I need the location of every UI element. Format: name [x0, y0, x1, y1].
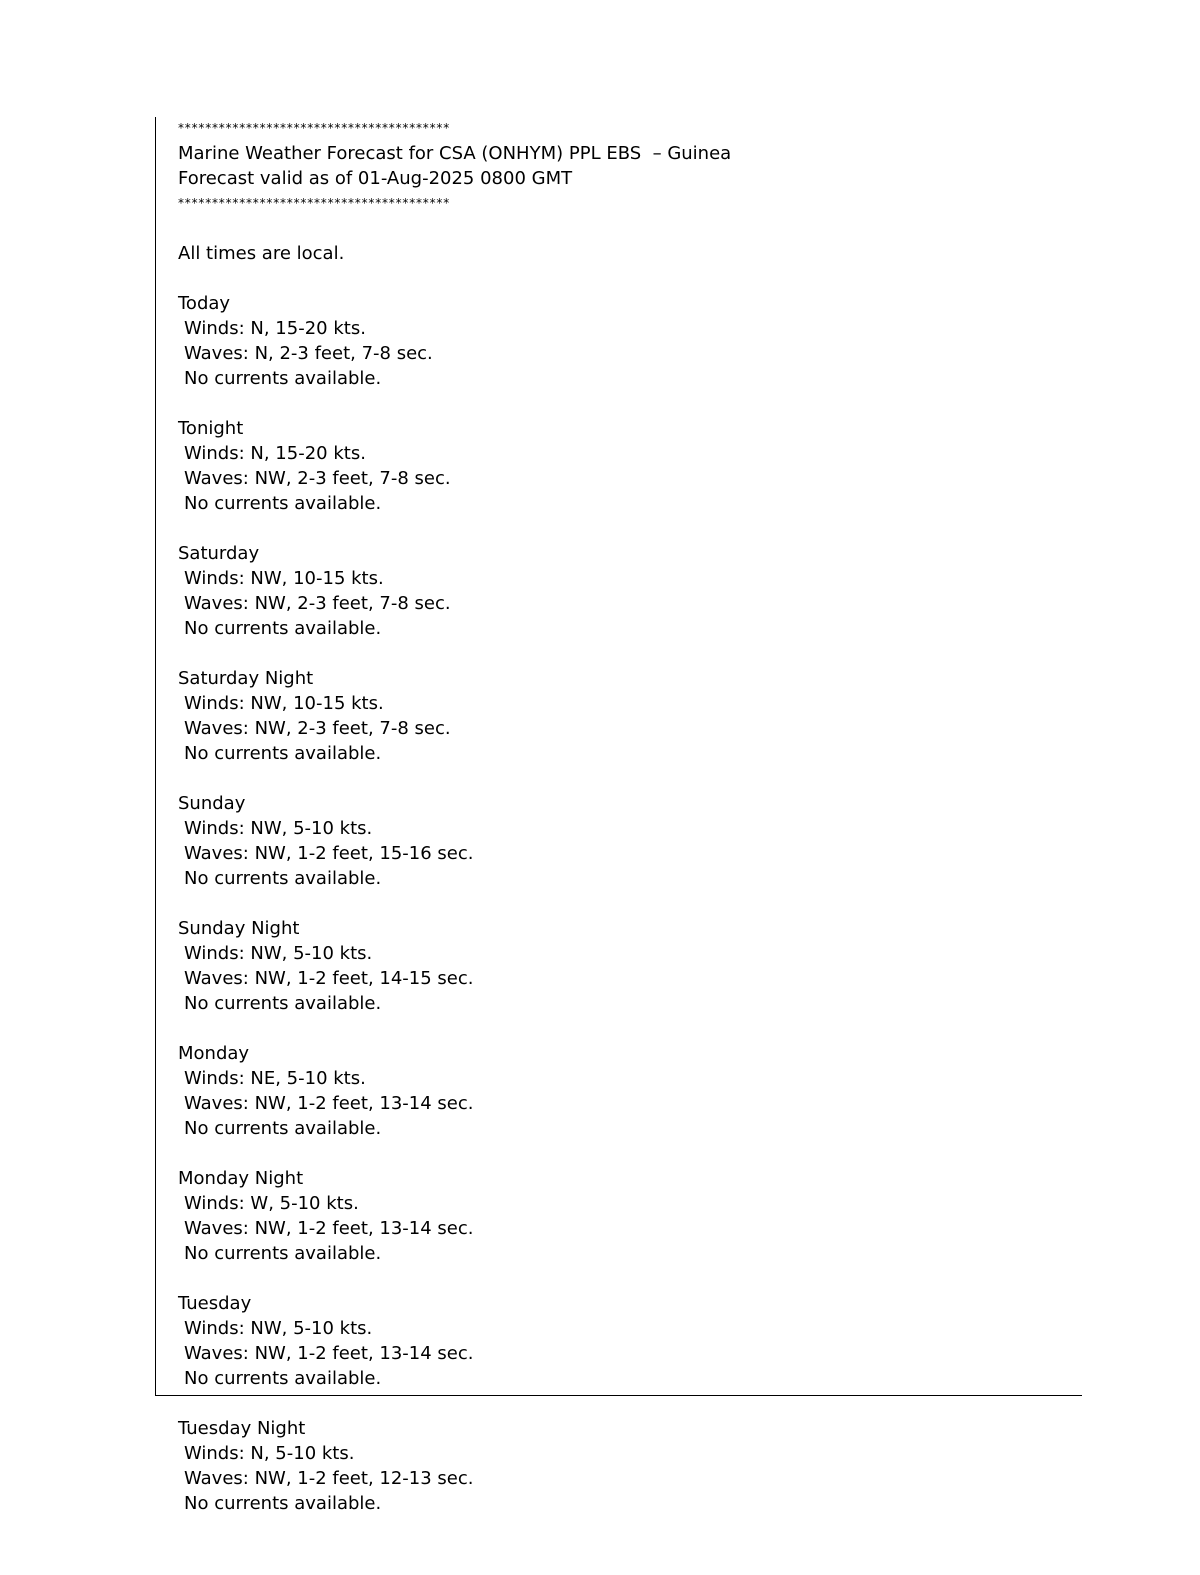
- period-name: Tuesday Night: [178, 1418, 306, 1439]
- period-name: Monday Night: [178, 1168, 304, 1189]
- forecast-period-tonight: [178, 416, 1058, 541]
- forecast-period-saturday-night: [178, 666, 1058, 791]
- spacer: [178, 641, 1058, 666]
- period-winds: Winds: N, 5-10 kts.: [184, 1443, 355, 1464]
- spacer: [178, 1266, 1058, 1291]
- forecast-valid-time: Forecast valid as of 01-Aug-2025 0800 GMT: [178, 168, 573, 189]
- spacer: [178, 391, 1058, 416]
- forecast-period-sunday-night: [178, 916, 1058, 1041]
- period-currents: No currents available.: [184, 368, 382, 389]
- period-currents: No currents available.: [184, 868, 382, 889]
- spacer: [178, 1141, 1058, 1166]
- period-currents: No currents available.: [184, 1493, 382, 1514]
- period-winds: Winds: NW, 5-10 kts.: [184, 818, 373, 839]
- period-currents: No currents available.: [184, 1118, 382, 1139]
- period-name: Monday: [178, 1043, 250, 1064]
- period-waves: Waves: NW, 1-2 feet, 12-13 sec.: [184, 1468, 474, 1489]
- spacer: [178, 1391, 1058, 1416]
- period-winds: Winds: NW, 5-10 kts.: [184, 1318, 373, 1339]
- period-winds: Winds: NW, 5-10 kts.: [184, 943, 373, 964]
- period-waves: Waves: NW, 1-2 feet, 13-14 sec.: [184, 1218, 474, 1239]
- forecast-period-sunday: [178, 791, 1058, 916]
- period-winds: Winds: N, 15-20 kts.: [184, 318, 366, 339]
- period-waves: Waves: NW, 1-2 feet, 14-15 sec.: [184, 968, 474, 989]
- period-winds: Winds: N, 15-20 kts.: [184, 443, 366, 464]
- spacer: [178, 216, 1058, 241]
- forecast-period-today: [178, 291, 1058, 416]
- forecast-period-tuesday: [178, 1291, 1058, 1416]
- spacer: [178, 891, 1058, 916]
- period-name: Saturday: [178, 543, 260, 564]
- forecast-document: [178, 116, 1058, 1516]
- spacer: [178, 266, 1058, 291]
- header-stars-bottom: ****************************************: [178, 196, 450, 210]
- period-winds: Winds: NW, 10-15 kts.: [184, 568, 384, 589]
- period-currents: No currents available.: [184, 1368, 382, 1389]
- period-winds: Winds: NW, 10-15 kts.: [184, 693, 384, 714]
- period-waves: Waves: NW, 1-2 feet, 15-16 sec.: [184, 843, 474, 864]
- period-name: Tonight: [178, 418, 244, 439]
- period-winds: Winds: NE, 5-10 kts.: [184, 1068, 366, 1089]
- forecast-period-monday-night: [178, 1166, 1058, 1291]
- period-waves: Waves: N, 2-3 feet, 7-8 sec.: [184, 343, 433, 364]
- period-waves: Waves: NW, 2-3 feet, 7-8 sec.: [184, 718, 451, 739]
- period-waves: Waves: NW, 1-2 feet, 13-14 sec.: [184, 1343, 474, 1364]
- period-winds: Winds: W, 5-10 kts.: [184, 1193, 359, 1214]
- period-waves: Waves: NW, 1-2 feet, 13-14 sec.: [184, 1093, 474, 1114]
- period-name: Saturday Night: [178, 668, 314, 689]
- period-currents: No currents available.: [184, 993, 382, 1014]
- period-waves: Waves: NW, 2-3 feet, 7-8 sec.: [184, 593, 451, 614]
- period-name: Sunday: [178, 793, 246, 814]
- forecast-period-saturday: [178, 541, 1058, 666]
- period-name: Today: [178, 293, 231, 314]
- period-waves: Waves: NW, 2-3 feet, 7-8 sec.: [184, 468, 451, 489]
- spacer: [178, 516, 1058, 541]
- forecast-title: Marine Weather Forecast for CSA (ONHYM) PPL EBS – Guinea: [178, 143, 732, 164]
- header-stars-top: ****************************************: [178, 121, 450, 135]
- period-currents: No currents available.: [184, 618, 382, 639]
- forecast-period-monday: [178, 1041, 1058, 1166]
- times-note: All times are local.: [178, 243, 345, 264]
- period-name: Tuesday: [178, 1293, 252, 1314]
- frame-left-border: [155, 117, 156, 1396]
- forecast-period-tuesday-night: [178, 1416, 1058, 1516]
- period-currents: No currents available.: [184, 743, 382, 764]
- spacer: [178, 1016, 1058, 1041]
- period-currents: No currents available.: [184, 493, 382, 514]
- period-name: Sunday Night: [178, 918, 300, 939]
- period-currents: No currents available.: [184, 1243, 382, 1264]
- spacer: [178, 766, 1058, 791]
